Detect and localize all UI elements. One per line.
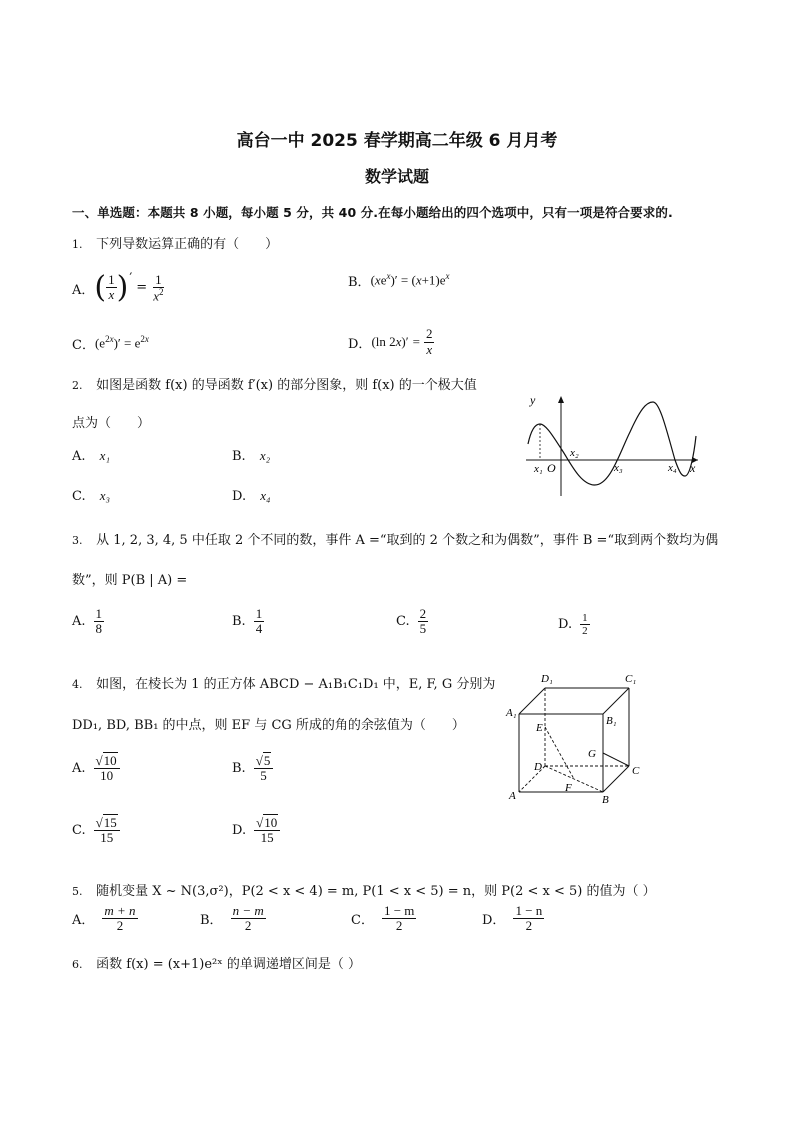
x4-label: x₄: [668, 462, 677, 474]
question-6-text: 函数 f(x) = (x+1)e²ˣ 的单调递增区间是（ ）: [96, 957, 362, 972]
option-label: D．: [348, 336, 372, 352]
radicand: 15: [103, 815, 117, 830]
question-2-option-b: [232, 448, 270, 464]
option-value: x₄: [260, 488, 271, 503]
numerator: 1: [255, 606, 263, 621]
question-5-number: 5.: [72, 885, 83, 898]
question-3-stem-line2: 数”，则 P(B | A) =: [72, 573, 188, 588]
option-c-fraction: [382, 904, 416, 934]
option-d-formula: (ln 2 x )′ = $\frac{2}{x}$: [371, 326, 433, 357]
numerator: 1 − n: [515, 903, 543, 918]
question-1-number: 1.: [72, 238, 83, 251]
question-2-number: 2.: [72, 379, 83, 392]
question-3-stem-line1: [72, 529, 718, 548]
option-value: x₃: [99, 488, 111, 503]
option-b-fraction: $\frac{√5}{5}$: [254, 754, 274, 784]
option-label: B．: [200, 913, 223, 929]
radicand: 5: [263, 753, 271, 768]
option-label: D.: [232, 823, 247, 839]
option-label: C．: [351, 913, 374, 929]
numerator: n − m: [232, 903, 264, 918]
question-3-option-c: [396, 607, 428, 637]
label-g: G: [588, 748, 596, 760]
question-2-option-c: [72, 488, 110, 504]
label-a1: A₁: [506, 707, 517, 719]
label-b: B: [602, 794, 609, 806]
radicand: 10: [264, 815, 278, 830]
numerator: 1: [582, 612, 588, 624]
question-2-text-1: 如图是函数 f(x) 的导函数 f′(x) 的部分图象，则 f(x) 的一个极大值: [96, 378, 477, 393]
question-4-option-a: [72, 754, 120, 784]
option-b-fraction: [254, 607, 265, 637]
option-d-fraction: [513, 904, 544, 934]
denominator: 2: [525, 918, 533, 934]
option-label: A.: [72, 761, 86, 777]
question-5-option-d: [482, 904, 544, 934]
question-4-number: 4.: [72, 678, 83, 691]
option-label: D.: [558, 617, 573, 633]
denominator: 2: [582, 625, 588, 638]
derivative-graph: [520, 392, 710, 502]
question-3-option-a: [72, 607, 104, 637]
question-3-option-b: [232, 607, 264, 637]
x2-label: x₂: [570, 447, 579, 459]
question-5-stem: [72, 880, 656, 899]
y-axis-arrow: [558, 396, 564, 403]
question-2-option-d: [232, 488, 271, 504]
question-3-number: 3.: [72, 534, 83, 547]
label-e: E: [536, 722, 543, 734]
option-c-formula: $(e^{2x})' = e^{2x}$: [94, 334, 149, 351]
numerator: m + n: [104, 903, 136, 918]
cube-solid-edges: [519, 688, 629, 792]
label-f: F: [565, 782, 572, 794]
option-c-fraction: $\frac{√15}{15}$: [94, 816, 120, 846]
question-1-text: 下列导数运算正确的有（ ）: [96, 237, 279, 252]
option-label: A．: [72, 913, 95, 929]
question-4-stem-line2: DD₁, BD, BB₁ 的中点，则 EF 与 CG 所成的角的余弦值为（ ）: [72, 718, 465, 733]
denominator: 15: [100, 830, 114, 846]
question-1-option-c: [72, 332, 149, 354]
option-label: D.: [232, 489, 247, 504]
numerator: 2: [419, 606, 427, 621]
option-c-fraction: [418, 607, 429, 637]
question-1-option-d: [348, 322, 434, 362]
question-2-stem-line1: [72, 374, 477, 393]
label-d1: D₁: [541, 673, 553, 685]
option-label: B.: [232, 449, 246, 464]
option-a-formula: ( $\frac{1}{x}$ ) ′ = $\frac{1}{x^2}$: [94, 269, 164, 305]
question-5-option-b: [200, 904, 266, 934]
option-d-fraction: $\frac{√10}{15}$: [254, 816, 280, 846]
x3-label: x₃: [614, 462, 623, 474]
option-label: A．: [72, 282, 95, 298]
question-2-stem-line2: 点为（ ）: [72, 416, 151, 431]
question-3-text-1: 从 1, 2, 3, 4, 5 中任取 2 个不同的数，事件 A =“取到的 2 个数之和为偶数”，事件 B =“取到两个数均为偶: [96, 533, 719, 548]
question-4-option-b: [232, 754, 273, 784]
question-4-stem-line1: [72, 673, 495, 692]
label-b1: B₁: [606, 715, 617, 727]
question-3-option-d: [558, 612, 590, 637]
denominator: 5: [260, 768, 267, 784]
option-d-fraction: [580, 612, 590, 637]
section-heading: 一、单选题：本题共 8 小题，每小题 5 分，共 40 分.在每小题给出的四个选项中，只有一项是符合要求的.: [72, 205, 673, 220]
exam-subtitle: 数学试题: [364, 167, 429, 186]
numerator: 1: [95, 606, 103, 621]
denominator: 2: [116, 918, 124, 934]
cube-hidden-edges: [519, 688, 629, 792]
question-1-stem: [72, 233, 278, 252]
question-4-option-d: [232, 816, 280, 846]
option-label: C.: [396, 614, 410, 630]
denominator: 2: [244, 918, 252, 934]
option-value: x₂: [259, 448, 271, 463]
question-1-option-a: [72, 266, 165, 310]
option-a-fraction: $\frac{√10}{10}$: [94, 754, 120, 784]
option-b-formula: $(xe^x)' = (x+1)e^x$: [370, 271, 450, 288]
question-4-option-c: [72, 816, 120, 846]
option-label: B.: [232, 614, 246, 630]
denominator: 15: [260, 830, 274, 846]
radicand: 10: [103, 753, 117, 768]
question-5-option-c: [351, 904, 416, 934]
option-value: x₁: [99, 448, 110, 463]
y-axis-label: y: [530, 393, 536, 407]
cube-figure: [505, 668, 655, 810]
option-label: A.: [72, 614, 86, 630]
question-2-option-a: [72, 448, 110, 464]
option-label: C．: [72, 337, 95, 353]
label-c: C: [632, 765, 640, 777]
question-5-option-a: [72, 904, 138, 934]
x1-label: x₁: [534, 463, 543, 475]
label-a: A: [509, 790, 516, 802]
question-4-text-1: 如图，在棱长为 1 的正方体 ABCD − A₁B₁C₁D₁ 中，E, F, G 分别为: [96, 677, 496, 692]
origin-label: O: [547, 461, 556, 475]
denominator: 8: [95, 621, 103, 637]
option-b-fraction: [231, 904, 266, 934]
option-label: C.: [72, 489, 86, 504]
denominator: 5: [419, 621, 427, 637]
numerator: 1 − m: [383, 903, 415, 918]
label-d: D: [534, 761, 542, 773]
denominator: 4: [255, 621, 263, 637]
question-6-stem: [72, 953, 361, 972]
option-a-fraction: [102, 904, 137, 934]
question-1-option-b: [348, 268, 450, 292]
x-axis-label: x: [690, 461, 696, 475]
option-label: C.: [72, 823, 86, 839]
question-5-text: 随机变量 X ~ N(3,σ²)，P(2 < x < 4) = m, P(1 < x < 5) = n，则 P(2 < x < 5) 的值为（ ）: [96, 884, 656, 899]
option-label: B．: [348, 274, 371, 290]
question-6-number: 6.: [72, 958, 83, 971]
option-a-fraction: [94, 607, 105, 637]
option-label: D．: [482, 913, 506, 929]
option-label: A.: [72, 449, 86, 464]
exam-title: 高台一中 2025 春学期高二年级 6 月月考: [236, 131, 558, 151]
denominator: 10: [100, 768, 114, 784]
denominator: 2: [395, 918, 403, 934]
label-c1: C₁: [625, 673, 637, 685]
option-label: B.: [232, 761, 246, 777]
